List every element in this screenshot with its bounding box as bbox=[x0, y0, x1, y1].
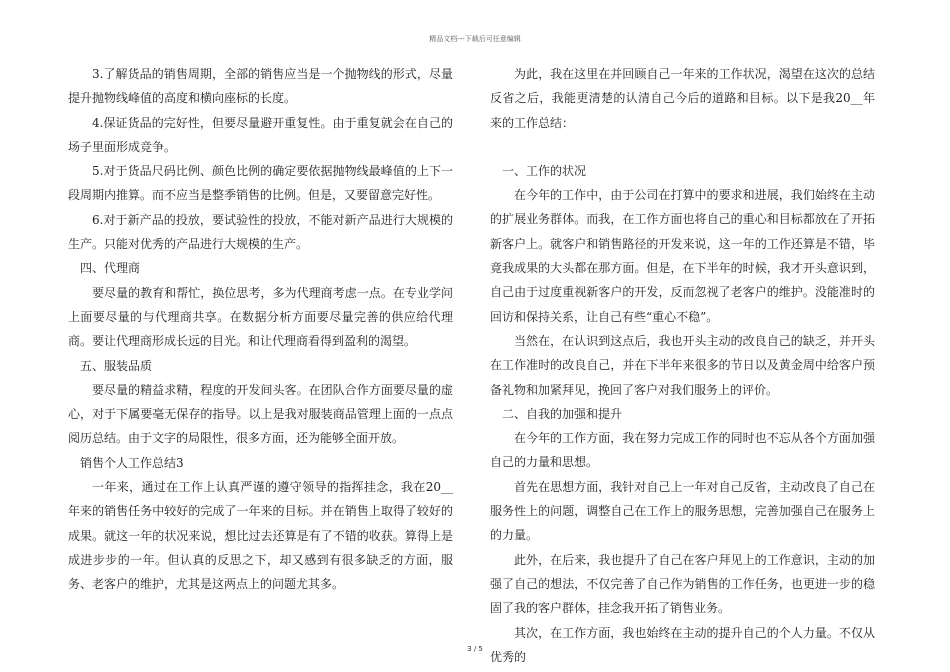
paragraph: 其次，在工作方面，我也始终在主动的提升自己的个人力量。不仅从优秀的 bbox=[490, 625, 875, 664]
paragraph: 5.对于货品尺码比例、颜色比例的确定要依据抛物线最峰值的上下一段周期内推算。而不应当是整季销售的比例。但是，又要留意完好性。 bbox=[68, 164, 453, 203]
paragraph: 要尽量的教育和帮忙，换位思考，多为代理商考虑一点。在专业学问上面要尽量的与代理商共享。在数据分析方面要尽量完善的供应给代理商。要让代理商形成长远的目光。和让代理商看得到盈利的渴望。 bbox=[68, 285, 453, 349]
paragraph: 3.了解货品的销售周期，全部的销售应当是一个抛物线的形式，尽量提升抛物线峰值的高度和横向座标的长度。 bbox=[68, 67, 453, 106]
left-column bbox=[68, 62, 453, 597]
paragraph: 首先在思想方面，我针对自己上一年对自己反省，主动改良了自己在服务性上的问题，调整自己在工作上的服务思想，完善加强自己在服务上的力量。 bbox=[490, 479, 875, 543]
article-title: 销售个人工作总结3 bbox=[80, 455, 184, 470]
paragraph: 在今年的工作方面，我在努力完成工作的同时也不忘从各个方面加强自己的力量和思想。 bbox=[490, 431, 875, 470]
section-heading: 二、自我的加强和提升 bbox=[502, 406, 623, 421]
paragraph: 此外，在后来，我也提升了自己在客户拜见上的工作意识，主动的加强了自己的想法，不仅完善了自己作为销售的工作任务，也更进一步的稳固了我的客户群体，挂念我开拓了销售业务。 bbox=[490, 552, 875, 616]
right-column bbox=[490, 62, 875, 669]
paragraph: 当然在，在认识到这点后，我也开头主动的改良自己的缺乏，并开头在工作准时的改良自己，并在下半年来很多的节日以及黄金周中给客户预备礼物和加紧拜见，挽回了客户对我们服务上的评价。 bbox=[490, 333, 875, 397]
paragraph: 一年来，通过在工作上认真严谨的遵守领导的指挥挂念，我在20__年来的销售任务中较好的完成了一年来的目标。并在销售上取得了较好的成果。就这一年的状况来说，想比过去还算是有了不错的收获。算得上是成进步步的一年。但认真的反思之下，却又感到有很多缺乏的方面，服务、老客户的维护，尤其是这两点上的问题尤其多。 bbox=[68, 480, 453, 592]
paragraph: 为此，我在这里在并回顾自己一年来的工作状况，渴望在这次的总结反省之后，我能更清楚的认清自己今后的道路和目标。以下是我20__年来的工作总结： bbox=[490, 67, 875, 130]
paragraph: 在今年的工作中，由于公司在打算中的要求和进展，我们始终在主动的扩展业务群体。而我，在工作方面也将自己的重心和目标都放在了开拓新客户上。就客户和销售路径的开发来说，这一年的工作还算是不错，毕竟我成果的大头都在那方面。但是，在下半年的时候，我才开头意识到，自己由于过度重视新客户的开发，反而忽视了老客户的维护。没能准时的回访和保持关系，让自己有些“重心不稳”。 bbox=[490, 188, 875, 324]
page-number: 3 / 5 bbox=[467, 645, 483, 653]
paragraph: 4.保证货品的完好性，但要尽量避开重复性。由于重复就会在自己的场子里面形成竞争。 bbox=[68, 115, 453, 154]
section-heading: 五、服装品质 bbox=[80, 358, 153, 373]
section-heading: 一、工作的状况 bbox=[502, 163, 587, 178]
paragraph: 6.对于新产品的投放，要试验性的投放，不能对新产品进行大规模的生产。只能对优秀的产品进行大规模的生产。 bbox=[68, 212, 453, 252]
paragraph: 要尽量的精益求精，程度的开发间头客。在团队合作方面要尽量的虚心，对于下属要毫无保存的指导。以上是我对服装商品管理上面的一点点阅历总结。由于文字的局限性，很多方面，还为能够全面开放。 bbox=[68, 382, 453, 446]
section-heading: 四、代理商 bbox=[80, 261, 141, 276]
page-header: 精品文档---下载后可任意编辑 bbox=[429, 35, 521, 43]
